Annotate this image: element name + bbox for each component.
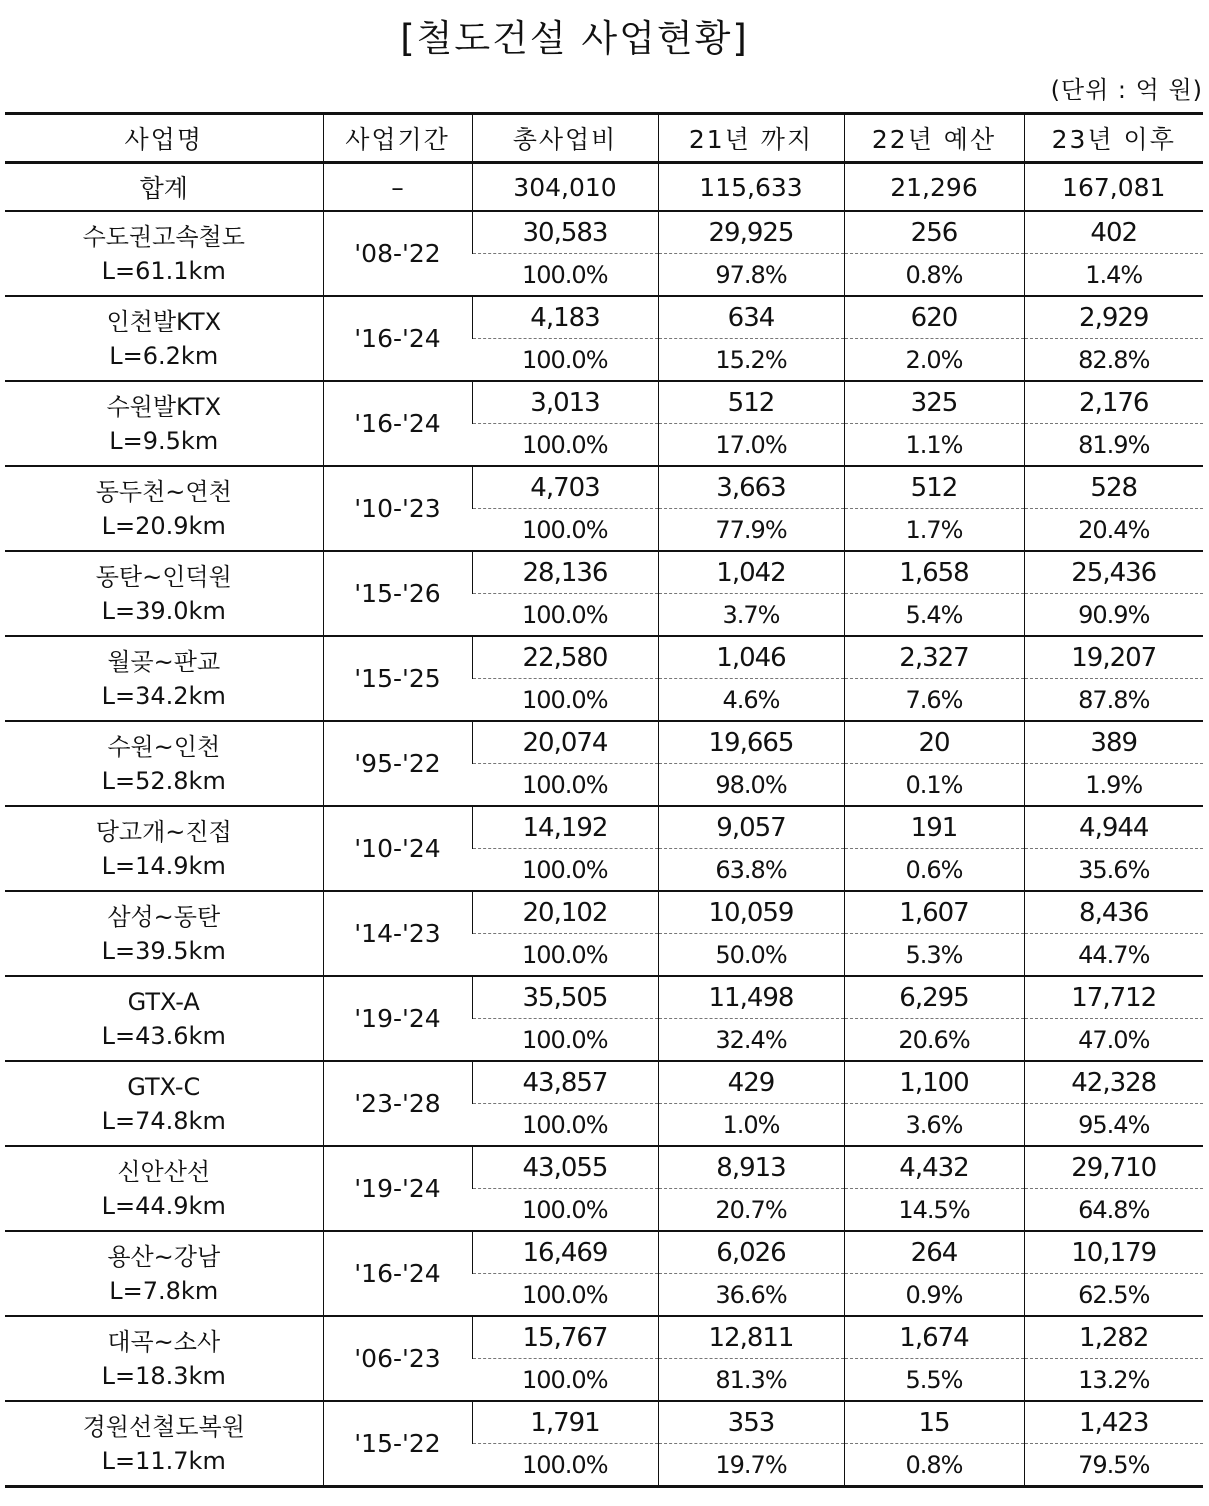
project-name-cell xyxy=(5,636,323,721)
header-row xyxy=(5,114,1203,163)
project-name-cell xyxy=(5,1061,323,1146)
project-length: L=74.8km xyxy=(101,1106,226,1135)
percent-through-21: 36.6% xyxy=(658,1274,844,1317)
project-length: L=18.3km xyxy=(101,1361,226,1390)
amount-budget-22: 15 xyxy=(844,1401,1024,1444)
project-name: 경원선철도복원 xyxy=(82,1412,245,1441)
amount-through-21: 429 xyxy=(658,1061,844,1104)
amount-after-23: 389 xyxy=(1024,721,1203,764)
project-period: '19-'24 xyxy=(323,1146,472,1231)
project-length: L=9.5km xyxy=(109,426,219,455)
amount-budget-22: 191 xyxy=(844,806,1024,849)
amount-through-21: 1,042 xyxy=(658,551,844,594)
percent-budget-22: 5.3% xyxy=(844,934,1024,977)
project-name-cell xyxy=(5,1231,323,1316)
project-name: 동두천~연천 xyxy=(95,477,232,506)
percent-after-23: 47.0% xyxy=(1024,1019,1203,1062)
percent-total-cost: 100.0% xyxy=(472,679,658,722)
percent-total-cost: 100.0% xyxy=(472,594,658,637)
amount-total-cost: 43,055 xyxy=(472,1146,658,1189)
amount-budget-22: 264 xyxy=(844,1231,1024,1274)
amount-total-cost: 15,767 xyxy=(472,1316,658,1359)
percent-through-21: 97.8% xyxy=(658,254,844,297)
amount-through-21: 19,665 xyxy=(658,721,844,764)
total-period: – xyxy=(323,163,472,212)
project-amount-row xyxy=(5,721,1203,764)
amount-after-23: 10,179 xyxy=(1024,1231,1203,1274)
percent-total-cost: 100.0% xyxy=(472,424,658,467)
header-budget-22: 22년 예산 xyxy=(844,114,1024,163)
project-length: L=20.9km xyxy=(101,511,226,540)
percent-through-21: 50.0% xyxy=(658,934,844,977)
amount-through-21: 12,811 xyxy=(658,1316,844,1359)
amount-budget-22: 6,295 xyxy=(844,976,1024,1019)
percent-total-cost: 100.0% xyxy=(472,1444,658,1487)
project-amount-row xyxy=(5,976,1203,1019)
amount-after-23: 2,929 xyxy=(1024,296,1203,339)
project-length: L=61.1km xyxy=(101,256,226,285)
percent-after-23: 62.5% xyxy=(1024,1274,1203,1317)
percent-through-21: 77.9% xyxy=(658,509,844,552)
project-amount-row xyxy=(5,1061,1203,1104)
amount-total-cost: 22,580 xyxy=(472,636,658,679)
percent-through-21: 3.7% xyxy=(658,594,844,637)
percent-through-21: 63.8% xyxy=(658,849,844,892)
project-name: GTX-A xyxy=(127,987,200,1016)
amount-total-cost: 35,505 xyxy=(472,976,658,1019)
percent-budget-22: 1.1% xyxy=(844,424,1024,467)
amount-after-23: 19,207 xyxy=(1024,636,1203,679)
amount-budget-22: 2,327 xyxy=(844,636,1024,679)
amount-budget-22: 4,432 xyxy=(844,1146,1024,1189)
amount-budget-22: 325 xyxy=(844,381,1024,424)
percent-total-cost: 100.0% xyxy=(472,254,658,297)
percent-budget-22: 20.6% xyxy=(844,1019,1024,1062)
project-name: 수원발KTX xyxy=(106,392,222,421)
amount-total-cost: 20,102 xyxy=(472,891,658,934)
project-name-cell xyxy=(5,721,323,806)
rail-projects-table xyxy=(5,112,1203,1488)
project-amount-row xyxy=(5,466,1203,509)
project-name-cell xyxy=(5,1316,323,1401)
project-name-cell xyxy=(5,1401,323,1487)
project-name-cell xyxy=(5,1146,323,1231)
project-name: 대곡~소사 xyxy=(107,1327,221,1356)
amount-total-cost: 3,013 xyxy=(472,381,658,424)
project-amount-row xyxy=(5,296,1203,339)
project-period: '16-'24 xyxy=(323,1231,472,1316)
percent-through-21: 19.7% xyxy=(658,1444,844,1487)
percent-total-cost: 100.0% xyxy=(472,339,658,382)
percent-budget-22: 5.4% xyxy=(844,594,1024,637)
unit-label: (단위 : 억 원) xyxy=(1050,76,1203,104)
percent-through-21: 98.0% xyxy=(658,764,844,807)
amount-after-23: 42,328 xyxy=(1024,1061,1203,1104)
project-period: '16-'24 xyxy=(323,296,472,381)
project-amount-row xyxy=(5,1146,1203,1189)
amount-after-23: 25,436 xyxy=(1024,551,1203,594)
percent-total-cost: 100.0% xyxy=(472,1359,658,1402)
project-period: '19-'24 xyxy=(323,976,472,1061)
percent-budget-22: 7.6% xyxy=(844,679,1024,722)
percent-after-23: 64.8% xyxy=(1024,1189,1203,1232)
percent-budget-22: 14.5% xyxy=(844,1189,1024,1232)
project-amount-row xyxy=(5,1316,1203,1359)
amount-total-cost: 16,469 xyxy=(472,1231,658,1274)
amount-total-cost: 43,857 xyxy=(472,1061,658,1104)
project-name-cell xyxy=(5,551,323,636)
project-amount-row xyxy=(5,211,1203,254)
project-period: '15-'22 xyxy=(323,1401,472,1487)
percent-through-21: 1.0% xyxy=(658,1104,844,1147)
project-length: L=7.8km xyxy=(109,1276,219,1305)
project-period: '95-'22 xyxy=(323,721,472,806)
amount-through-21: 1,046 xyxy=(658,636,844,679)
percent-budget-22: 1.7% xyxy=(844,509,1024,552)
project-length: L=11.7km xyxy=(101,1446,226,1475)
percent-budget-22: 0.6% xyxy=(844,849,1024,892)
percent-through-21: 32.4% xyxy=(658,1019,844,1062)
project-name: 용산~강남 xyxy=(107,1242,221,1271)
total-label: 합계 xyxy=(5,163,323,212)
project-name-cell xyxy=(5,211,323,296)
percent-after-23: 95.4% xyxy=(1024,1104,1203,1147)
header-after-23: 23년 이후 xyxy=(1024,114,1203,163)
amount-after-23: 528 xyxy=(1024,466,1203,509)
amount-through-21: 512 xyxy=(658,381,844,424)
percent-total-cost: 100.0% xyxy=(472,764,658,807)
amount-total-cost: 20,074 xyxy=(472,721,658,764)
percent-through-21: 15.2% xyxy=(658,339,844,382)
project-period: '23-'28 xyxy=(323,1061,472,1146)
amount-through-21: 634 xyxy=(658,296,844,339)
header-through-21: 21년 까지 xyxy=(658,114,844,163)
percent-budget-22: 0.8% xyxy=(844,1444,1024,1487)
project-name: 당고개~진접 xyxy=(95,817,232,846)
project-length: L=14.9km xyxy=(101,851,226,880)
percent-total-cost: 100.0% xyxy=(472,1104,658,1147)
amount-after-23: 1,423 xyxy=(1024,1401,1203,1444)
project-name: 월곶~판교 xyxy=(107,647,221,676)
percent-total-cost: 100.0% xyxy=(472,934,658,977)
project-length: L=44.9km xyxy=(101,1191,226,1220)
project-amount-row xyxy=(5,551,1203,594)
total-row xyxy=(5,163,1203,212)
project-amount-row xyxy=(5,381,1203,424)
amount-budget-22: 256 xyxy=(844,211,1024,254)
amount-through-21: 10,059 xyxy=(658,891,844,934)
amount-budget-22: 1,674 xyxy=(844,1316,1024,1359)
header-project-name: 사업명 xyxy=(5,114,323,163)
project-name: 수원~인천 xyxy=(107,732,221,761)
amount-after-23: 17,712 xyxy=(1024,976,1203,1019)
amount-total-cost: 28,136 xyxy=(472,551,658,594)
percent-through-21: 20.7% xyxy=(658,1189,844,1232)
project-period: '06-'23 xyxy=(323,1316,472,1401)
percent-after-23: 44.7% xyxy=(1024,934,1203,977)
project-name-cell xyxy=(5,296,323,381)
percent-total-cost: 100.0% xyxy=(472,1189,658,1232)
amount-total-cost: 14,192 xyxy=(472,806,658,849)
percent-after-23: 81.9% xyxy=(1024,424,1203,467)
amount-through-21: 29,925 xyxy=(658,211,844,254)
amount-total-cost: 30,583 xyxy=(472,211,658,254)
project-period: '16-'24 xyxy=(323,381,472,466)
project-name-cell xyxy=(5,891,323,976)
percent-after-23: 87.8% xyxy=(1024,679,1203,722)
percent-after-23: 13.2% xyxy=(1024,1359,1203,1402)
percent-after-23: 35.6% xyxy=(1024,849,1203,892)
percent-after-23: 20.4% xyxy=(1024,509,1203,552)
page-title: [철도건설 사업현황] xyxy=(400,17,749,60)
project-name: 동탄~인덕원 xyxy=(95,562,232,591)
project-period: '14-'23 xyxy=(323,891,472,976)
amount-budget-22: 512 xyxy=(844,466,1024,509)
project-name: 수도권고속철도 xyxy=(82,222,245,251)
percent-after-23: 1.9% xyxy=(1024,764,1203,807)
project-period: '15-'25 xyxy=(323,636,472,721)
amount-after-23: 4,944 xyxy=(1024,806,1203,849)
project-amount-row xyxy=(5,1231,1203,1274)
header-total-cost: 총사업비 xyxy=(472,114,658,163)
project-amount-row xyxy=(5,1401,1203,1444)
amount-total-cost: 4,703 xyxy=(472,466,658,509)
percent-after-23: 90.9% xyxy=(1024,594,1203,637)
percent-budget-22: 2.0% xyxy=(844,339,1024,382)
amount-through-21: 11,498 xyxy=(658,976,844,1019)
percent-after-23: 1.4% xyxy=(1024,254,1203,297)
amount-through-21: 6,026 xyxy=(658,1231,844,1274)
percent-after-23: 79.5% xyxy=(1024,1444,1203,1487)
project-period: '15-'26 xyxy=(323,551,472,636)
header-period: 사업기간 xyxy=(323,114,472,163)
amount-after-23: 8,436 xyxy=(1024,891,1203,934)
project-name: 인천발KTX xyxy=(106,307,222,336)
amount-through-21: 8,913 xyxy=(658,1146,844,1189)
amount-after-23: 2,176 xyxy=(1024,381,1203,424)
percent-through-21: 4.6% xyxy=(658,679,844,722)
percent-budget-22: 0.8% xyxy=(844,254,1024,297)
amount-budget-22: 620 xyxy=(844,296,1024,339)
project-name-cell xyxy=(5,806,323,891)
total-budget-22: 21,296 xyxy=(844,163,1024,212)
amount-through-21: 9,057 xyxy=(658,806,844,849)
percent-total-cost: 100.0% xyxy=(472,849,658,892)
percent-budget-22: 0.1% xyxy=(844,764,1024,807)
percent-after-23: 82.8% xyxy=(1024,339,1203,382)
amount-through-21: 353 xyxy=(658,1401,844,1444)
amount-budget-22: 1,607 xyxy=(844,891,1024,934)
amount-budget-22: 1,658 xyxy=(844,551,1024,594)
project-length: L=52.8km xyxy=(101,766,226,795)
project-name-cell xyxy=(5,976,323,1061)
amount-budget-22: 20 xyxy=(844,721,1024,764)
project-amount-row xyxy=(5,806,1203,849)
total-after-23: 167,081 xyxy=(1024,163,1203,212)
project-amount-row xyxy=(5,891,1203,934)
project-name-cell xyxy=(5,381,323,466)
amount-total-cost: 4,183 xyxy=(472,296,658,339)
total-through-21: 115,633 xyxy=(658,163,844,212)
project-period: '10-'24 xyxy=(323,806,472,891)
amount-through-21: 3,663 xyxy=(658,466,844,509)
percent-through-21: 17.0% xyxy=(658,424,844,467)
project-length: L=6.2km xyxy=(109,341,219,370)
percent-total-cost: 100.0% xyxy=(472,1274,658,1317)
percent-total-cost: 100.0% xyxy=(472,509,658,552)
project-length: L=39.5km xyxy=(101,936,226,965)
project-length: L=43.6km xyxy=(101,1021,226,1050)
project-name: 신안산선 xyxy=(117,1157,211,1186)
percent-through-21: 81.3% xyxy=(658,1359,844,1402)
project-name: 삼성~동탄 xyxy=(107,902,221,931)
amount-total-cost: 1,791 xyxy=(472,1401,658,1444)
project-length: L=34.2km xyxy=(101,681,226,710)
project-name: GTX-C xyxy=(127,1072,201,1101)
percent-budget-22: 5.5% xyxy=(844,1359,1024,1402)
amount-after-23: 402 xyxy=(1024,211,1203,254)
amount-after-23: 29,710 xyxy=(1024,1146,1203,1189)
percent-total-cost: 100.0% xyxy=(472,1019,658,1062)
project-length: L=39.0km xyxy=(101,596,226,625)
percent-budget-22: 3.6% xyxy=(844,1104,1024,1147)
project-amount-row xyxy=(5,636,1203,679)
amount-after-23: 1,282 xyxy=(1024,1316,1203,1359)
project-period: '08-'22 xyxy=(323,211,472,296)
total-cost: 304,010 xyxy=(472,163,658,212)
percent-budget-22: 0.9% xyxy=(844,1274,1024,1317)
project-period: '10-'23 xyxy=(323,466,472,551)
project-name-cell xyxy=(5,466,323,551)
amount-budget-22: 1,100 xyxy=(844,1061,1024,1104)
